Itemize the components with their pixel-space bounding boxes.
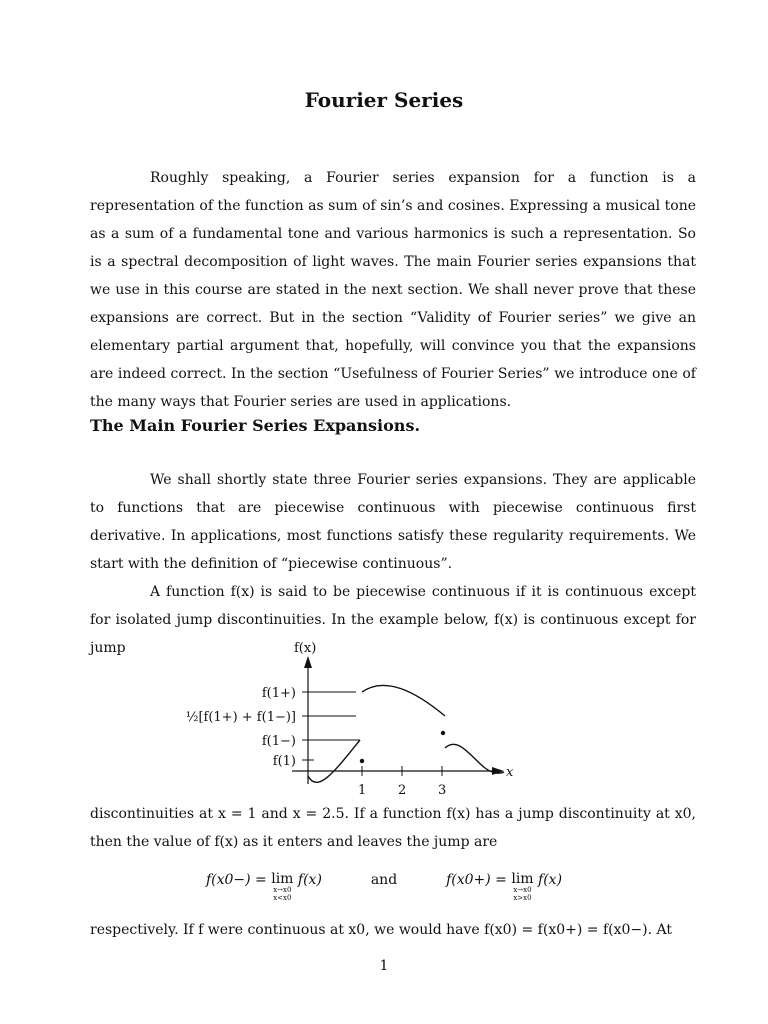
tick-2: 2 xyxy=(398,783,407,798)
page-title: Fourier Series xyxy=(304,88,464,112)
curve-segment-2 xyxy=(362,685,445,716)
label-f1plus: f(1+) xyxy=(261,686,296,701)
y-axis-label: f(x) xyxy=(294,641,317,656)
tick-1: 1 xyxy=(358,783,367,798)
tick-3: 3 xyxy=(438,783,447,798)
limit-equation: f(x0−) = lim x→x0 x<x0 f(x) and f(x0+) = lim x→x0 x>x0 f(x) xyxy=(205,871,563,902)
curve-segment-1 xyxy=(308,740,360,782)
jump-paragraph: discontinuities at x = 1 and x = 2.5. If a function f(x) has a jump discontinuity at x0, then the value of f(x) as it enters and leaves the jump are xyxy=(90,806,696,850)
point-jump-2-5 xyxy=(441,731,445,735)
piecewise-function-figure xyxy=(160,636,560,806)
x-axis-label: x xyxy=(506,765,514,780)
definition-paragraph: We shall shortly state three Fourier series expansions. They are applicable to functions that are piecewise continuous with piecewise continuous first derivative. In applications, most functions satisfy these regularity requirements. We start with the definition of “piecewise continuous”. xyxy=(90,472,696,572)
point-f1 xyxy=(360,759,364,763)
page-number: 1 xyxy=(379,958,389,974)
continuity-paragraph: respectively. If f were continuous at x0, we would have f(x0) = f(x0+) = f(x0−). At xyxy=(90,922,672,938)
label-f1: f(1) xyxy=(272,754,296,769)
y-axis-arrow xyxy=(304,656,312,668)
label-average: ½[f(1+) + f(1−)] xyxy=(185,710,296,725)
piecewise-paragraph: A function f(x) is said to be piecewise continuous if it is continuous except for isolated jump discontinuities. In the example below, f(x) is continuous except for jump xyxy=(90,584,696,656)
label-f1minus: f(1−) xyxy=(261,734,296,749)
section-heading: The Main Fourier Series Expansions. xyxy=(90,416,421,435)
intro-paragraph: Roughly speaking, a Fourier series expansion for a function is a representation of the function as sum of sin’s and cosines. Expressing a musical tone as a sum of a fundamental tone and various harmonics is such a representation. So is a spectral decomposition of light waves. The main Fourier series expansions that we use in this course are stated in the next section. We shall never prove that these expansions are correct. But in the section “Validity of Fourier series” we give an elementary partial argument that, hopefully, will convince you that the expansions are indeed correct. In the section “Usefulness of Fourier Series” we introduce one of the many ways that Fourier series are used in applications. xyxy=(90,170,696,410)
